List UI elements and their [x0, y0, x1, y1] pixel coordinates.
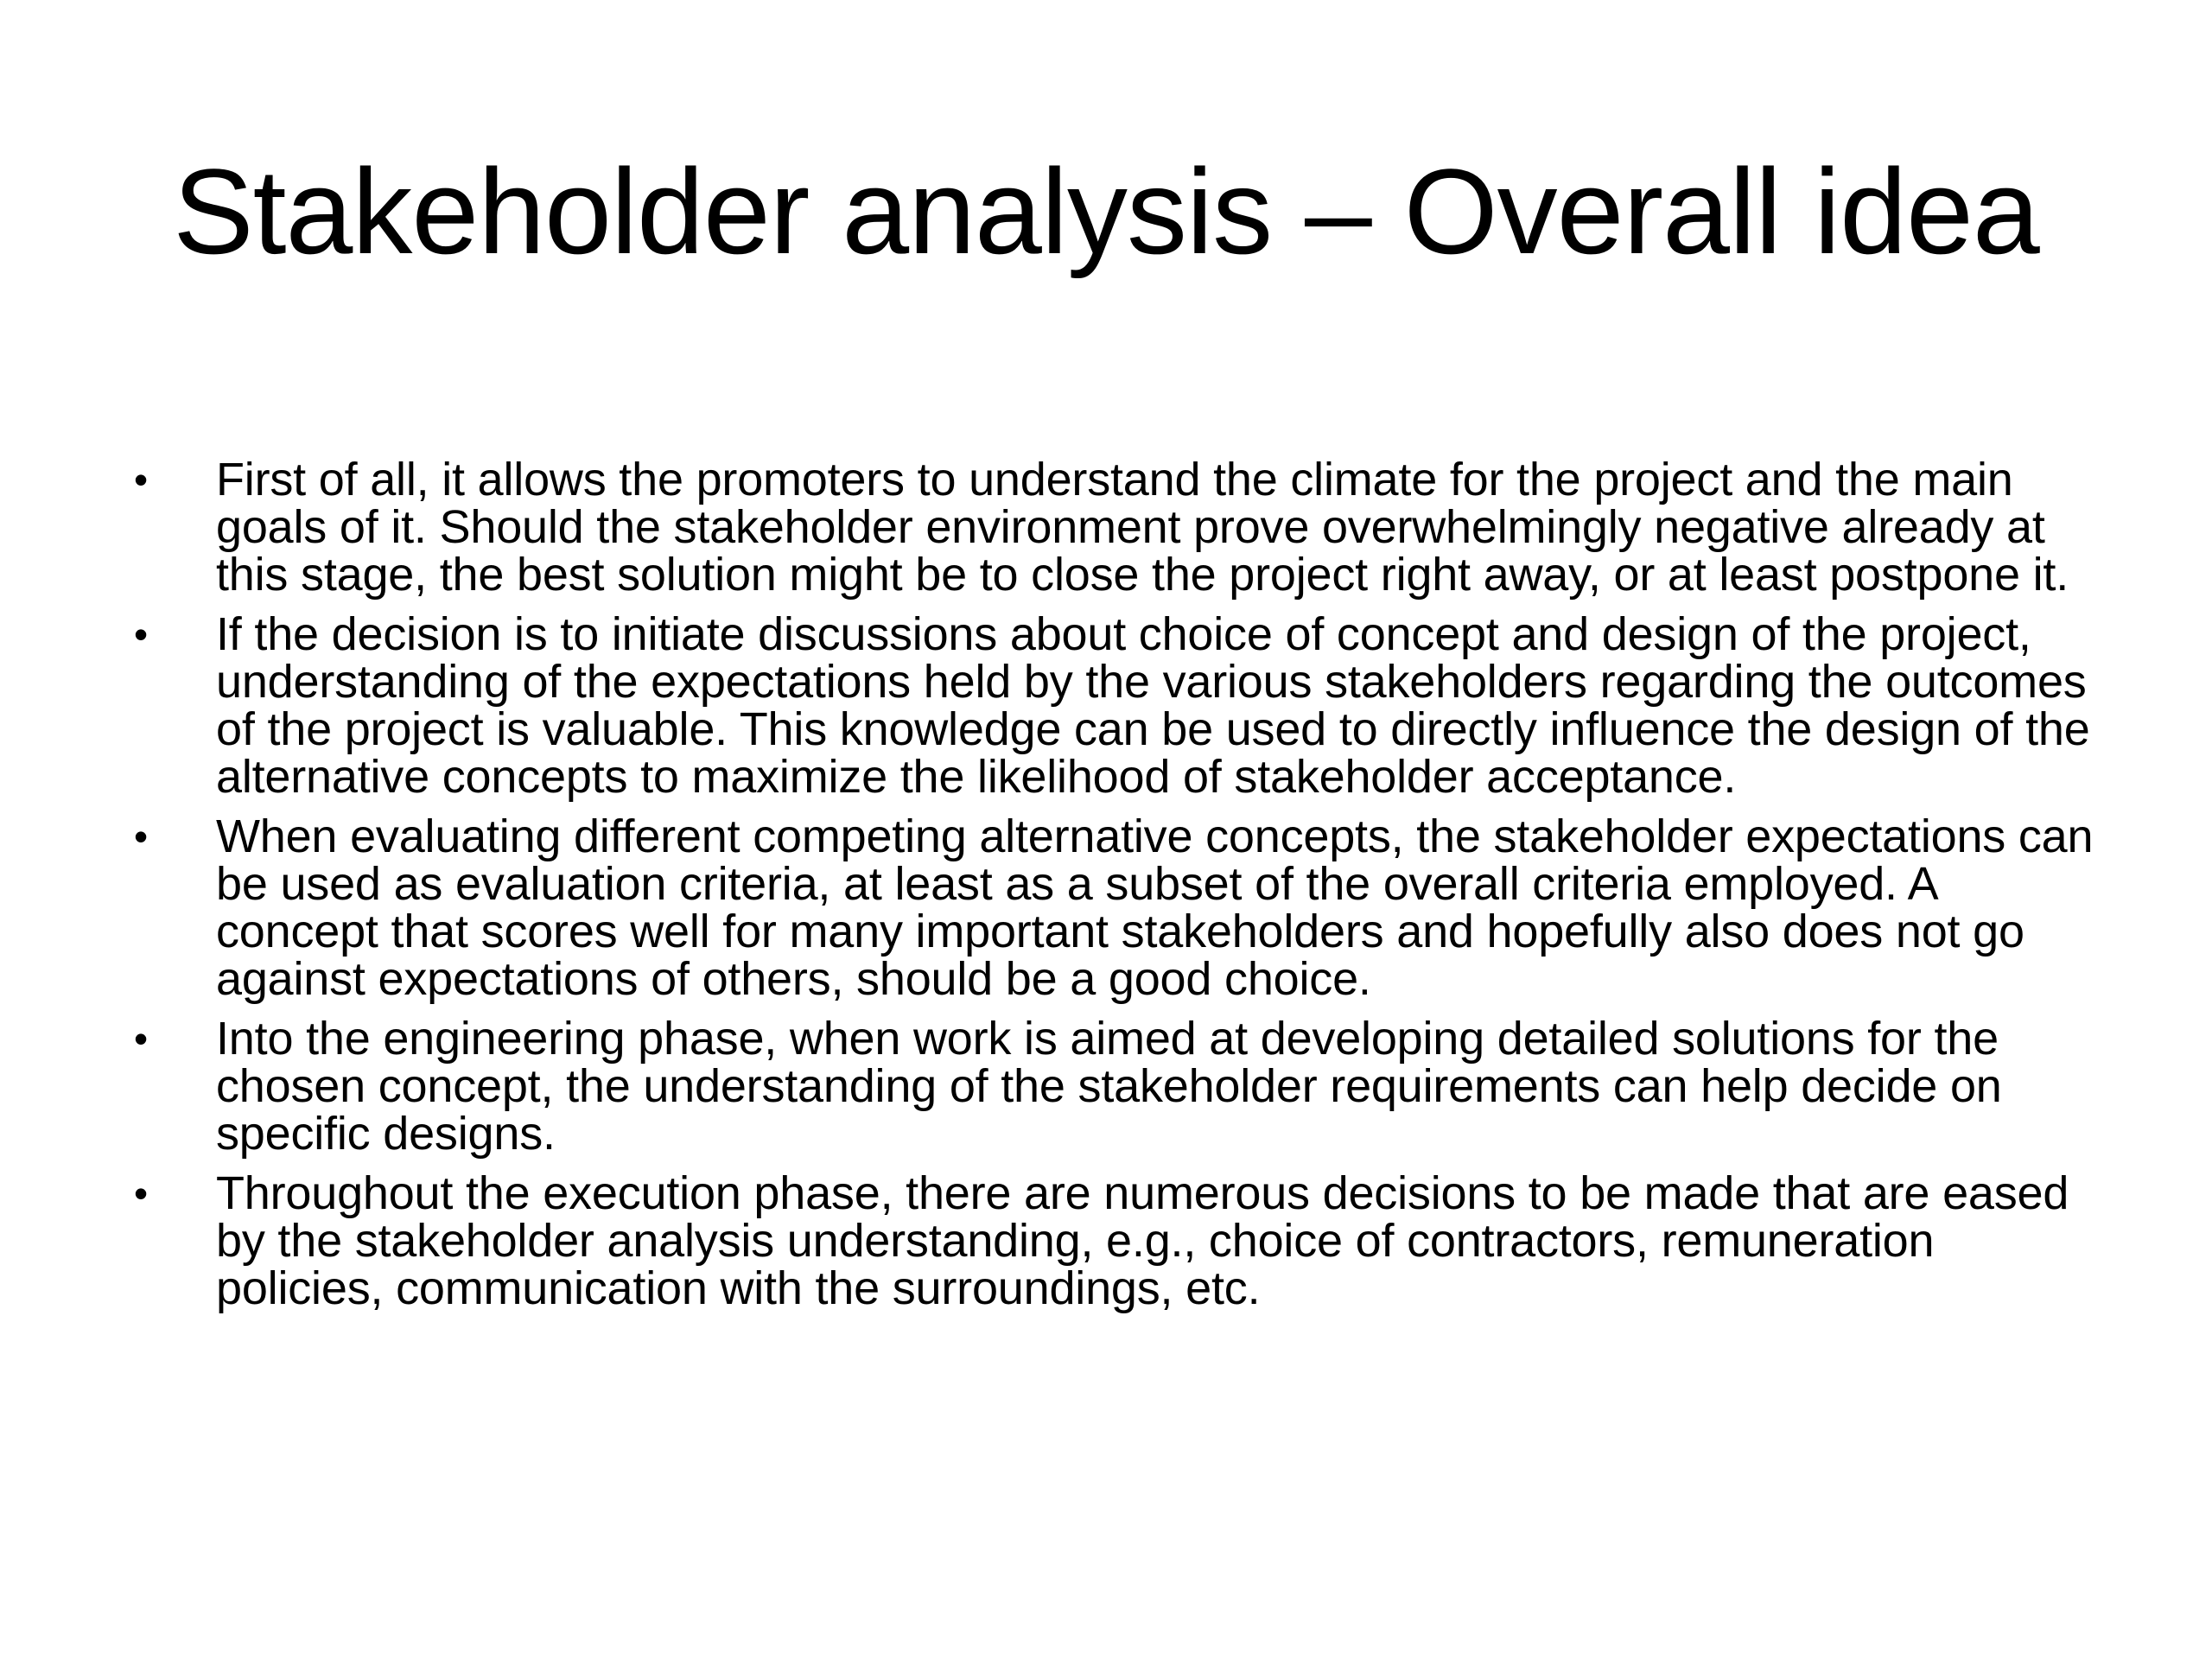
bullet-item — [130, 810, 2108, 1005]
bullet-text: If the decision is to initiate discussions about choice of concept and design of the project, understanding of the expectations held by the various stakeholders regarding the outcomes of the project is valuable. This knowledge can be used to directly influence the design of the alternative concepts to maximize the likelihood of stakeholder acceptance. — [216, 608, 2090, 803]
bullet-text: When evaluating different competing alternative concepts, the stakeholder expectations can be used as evaluation criteria, at least as a subset of the overall criteria employed. A concept that scores well for many important stakeholders and hopefully also does not go against expectations of others, should be a good choice. — [216, 810, 2094, 1005]
bullet-marker: • — [134, 612, 148, 657]
bullet-marker: • — [134, 457, 148, 502]
bullet-item — [130, 1167, 2108, 1314]
bullet-item — [130, 1015, 2108, 1158]
bullet-text: Into the engineering phase, when work is aimed at developing detailed solutions for the chosen concept, the understanding of the stakeholder requirements can help decide on specific designs. — [216, 1013, 2002, 1160]
bullet-text: First of all, it allows the promoters to understand the climate for the project and the main goals of it. Should the stakeholder environment prove overwhelmingly negative already at this stage, the best solution might be to close the project right away, or at least postpone it. — [216, 454, 2069, 601]
bullet-marker: • — [134, 1171, 148, 1216]
bullet-text: Throughout the execution phase, there are numerous decisions to be made that are eased by the stakeholder analysis understanding, e.g., choice of contractors, remuneration policies, communication with the surroundings, etc. — [216, 1167, 2069, 1314]
bullet-item — [130, 608, 2108, 803]
bullet-item — [130, 456, 2108, 599]
bullet-list — [130, 456, 2108, 1325]
bullet-marker: • — [134, 1016, 148, 1061]
slide-title: Stakeholder analysis – Overall idea — [173, 143, 2039, 279]
bullet-marker: • — [134, 814, 148, 859]
